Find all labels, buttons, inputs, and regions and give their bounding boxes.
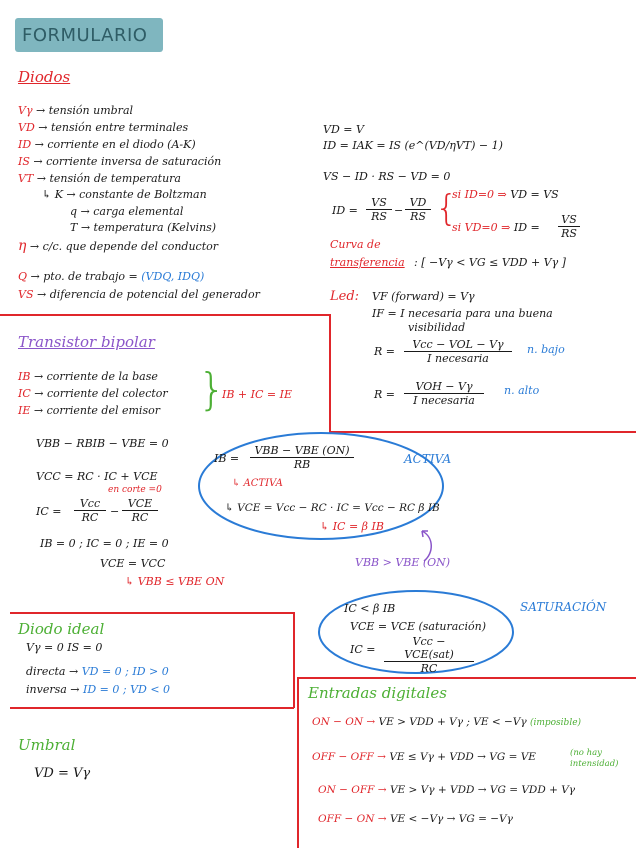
sat-eq-3-frac bbox=[384, 635, 474, 675]
si-case-1 bbox=[452, 188, 559, 201]
frac-den: RC bbox=[420, 662, 438, 675]
activa-ib-frac bbox=[250, 444, 354, 471]
divider bbox=[10, 707, 294, 709]
def-text: → corriente del emisor bbox=[33, 404, 160, 417]
tr-eq-corte: IB = 0 ; IC = 0 ; IE = 0 bbox=[40, 537, 169, 550]
def-symbol: Q bbox=[18, 270, 28, 283]
entradas-note: (imposible) bbox=[529, 718, 582, 728]
diodos-heading: Diodos bbox=[18, 68, 71, 86]
entradas-row bbox=[318, 813, 513, 825]
tr-def-row bbox=[18, 387, 168, 400]
def-text: → tensión umbral bbox=[36, 104, 134, 117]
frac-den: RC bbox=[131, 511, 149, 524]
entradas-note: (no hay intensidad) bbox=[570, 748, 619, 769]
curva-value: : [ −Vγ < VG ≤ VDD + Vγ ] bbox=[414, 256, 566, 269]
frac-num: VS bbox=[558, 213, 580, 227]
frac-num: Vcc − VOL − Vγ bbox=[404, 338, 512, 352]
ideal-inversa-label: inversa → bbox=[26, 683, 80, 696]
entradas-label: OFF − ON → bbox=[318, 813, 387, 825]
frac-num: VD bbox=[405, 196, 431, 210]
frac-num: Vcc bbox=[74, 497, 106, 511]
led-vf: VF (forward) = Vγ bbox=[372, 290, 475, 303]
entradas-label: ON − ON → bbox=[312, 716, 376, 728]
tr-eq-ic-frac2 bbox=[122, 497, 158, 524]
activa-sub: ↳ ACTIVA bbox=[232, 478, 283, 489]
ideal-directa-value: VD = 0 ; ID > 0 bbox=[81, 665, 169, 678]
def-text: → corriente en el diodo (A-K) bbox=[34, 138, 196, 151]
frac-num: VS bbox=[366, 196, 392, 210]
curva-label-1: Curva de bbox=[330, 238, 381, 251]
activa-vce: ↳ VCE = Vcc − RC · IC = Vcc − RC β IB bbox=[225, 502, 440, 514]
r2-label: R = bbox=[374, 388, 395, 401]
divider bbox=[298, 677, 636, 679]
def-symbol: IC bbox=[18, 387, 31, 400]
entradas-eq: VE > VDD + Vγ ; VE < −Vγ bbox=[378, 716, 527, 728]
diode-eq-minus: − bbox=[394, 204, 404, 217]
diode-eq-vd: VD = V bbox=[323, 123, 364, 136]
def-symbol: VS bbox=[18, 288, 34, 301]
frac-num: VCE bbox=[122, 497, 158, 511]
def-row bbox=[18, 138, 196, 151]
activa-ib-label: IB = bbox=[214, 452, 240, 465]
q-value: (VDQ, IDQ) bbox=[141, 270, 205, 283]
ideal-directa bbox=[26, 665, 169, 678]
sat-condition: VBB > VBE (ON) bbox=[355, 556, 451, 569]
entradas-row bbox=[312, 716, 581, 728]
tr-eq-ic-frac1 bbox=[74, 497, 106, 524]
frac-den: RS bbox=[410, 210, 426, 223]
tr-eq-cond-corte: ↳ VBB ≤ VBE ON bbox=[125, 575, 225, 588]
ideal-directa-label: directa → bbox=[26, 665, 79, 678]
frac-num: Vcc − VCE(sat) bbox=[384, 635, 474, 662]
tr-def-row bbox=[18, 370, 158, 383]
corte-note: en corte =0 bbox=[108, 485, 162, 495]
r2-note: n. alto bbox=[504, 384, 540, 397]
def-symbol: IS bbox=[18, 155, 30, 168]
divider bbox=[329, 314, 331, 432]
si-condition: si ID=0 ⇒ bbox=[452, 188, 507, 201]
def-text: → diferencia de potencial del generador bbox=[36, 288, 260, 301]
def-row bbox=[18, 270, 204, 283]
def-symbol: IB bbox=[18, 370, 31, 383]
frac-den: RS bbox=[561, 227, 577, 240]
ideal-line1: Vγ = 0 IS = 0 bbox=[26, 641, 103, 654]
r1-note: n. bajo bbox=[527, 343, 565, 356]
brace: { bbox=[435, 188, 458, 229]
def-row bbox=[18, 288, 260, 301]
def-text: → tensión de temperatura bbox=[36, 172, 181, 185]
entradas-row bbox=[312, 751, 536, 763]
tr-eq-collector: VCC = RC · IC + VCE bbox=[36, 470, 158, 483]
diode-eq-frac2 bbox=[405, 196, 431, 223]
tr-def-row bbox=[18, 404, 160, 417]
def-row bbox=[18, 172, 181, 185]
def-text: → pto. de trabajo = bbox=[30, 270, 138, 283]
si2-frac bbox=[558, 213, 580, 240]
frac-den: I necesaria bbox=[427, 352, 489, 365]
frac-den: RC bbox=[81, 511, 99, 524]
def-text: → tensión entre terminales bbox=[38, 121, 189, 134]
def-text: → corriente del colector bbox=[34, 387, 168, 400]
eta-symbol: η bbox=[18, 238, 27, 254]
umbral-heading: Umbral bbox=[18, 736, 76, 754]
sat-eq-2: VCE = VCE (saturación) bbox=[350, 620, 486, 633]
diode-eq-shockley: ID = IAK = IS (e^(VD/ηVT) − 1) bbox=[323, 139, 503, 152]
led-label: Led: bbox=[330, 289, 360, 304]
def-text: → corriente de la base bbox=[33, 370, 158, 383]
activa-label: ACTIVA bbox=[404, 452, 452, 466]
ideal-inversa bbox=[26, 683, 170, 696]
ideal-inversa-value: ID = 0 ; VD < 0 bbox=[83, 683, 171, 696]
frac-num: VBB − VBE (ON) bbox=[250, 444, 354, 458]
def-row bbox=[18, 238, 218, 254]
frac-den: RS bbox=[371, 210, 387, 223]
def-text: → c/c. que depende del conductor bbox=[29, 240, 219, 253]
r1-label: R = bbox=[374, 345, 395, 358]
brace: } bbox=[198, 364, 226, 415]
saturacion-label: SATURACIÓN bbox=[520, 600, 607, 614]
diode-eq-id-label: ID = bbox=[332, 204, 358, 217]
entradas-label: OFF − OFF → bbox=[312, 751, 386, 763]
def-text: → corriente inversa de saturación bbox=[33, 155, 222, 168]
entradas-label: ON − OFF → bbox=[318, 784, 387, 796]
divider bbox=[297, 677, 299, 848]
sat-eq-1: IC < β IB bbox=[344, 602, 396, 615]
divider bbox=[10, 612, 294, 614]
si-case-2 bbox=[452, 221, 540, 234]
frac-num: VOH − Vγ bbox=[404, 380, 484, 394]
divider bbox=[293, 612, 295, 708]
frac-den: I necesaria bbox=[413, 394, 475, 407]
def-symbol: ID bbox=[18, 138, 32, 151]
transistor-heading: Transistor bipolar bbox=[18, 333, 155, 351]
def-symbol: VD bbox=[18, 121, 35, 134]
diode-eq-frac1 bbox=[366, 196, 392, 223]
si-condition: si VD=0 ⇒ bbox=[452, 221, 511, 234]
entradas-eq: VE < −Vγ → VG = −Vγ bbox=[389, 813, 513, 825]
si-result: ID = bbox=[513, 221, 540, 234]
page-title: FORMULARIO bbox=[22, 25, 148, 46]
led-if-2: visibilidad bbox=[408, 321, 466, 334]
tr-eq-ic-label: IC = bbox=[36, 505, 62, 518]
tr-eq-ic-minus: − bbox=[110, 505, 120, 518]
curva-label-2: transferencia bbox=[330, 256, 405, 269]
entradas-eq: VE ≤ Vγ + VDD → VG = VE bbox=[389, 751, 536, 763]
vt-sub-line: q → carga elemental bbox=[70, 205, 184, 218]
led-if-1: IF = I necesaria para una buena bbox=[372, 307, 553, 320]
entradas-eq: VE > Vγ + VDD → VG = VDD + Vγ bbox=[389, 784, 576, 796]
diodo-ideal-heading: Diodo ideal bbox=[18, 620, 105, 638]
def-symbol: IE bbox=[18, 404, 31, 417]
r2-frac bbox=[404, 380, 484, 407]
frac-den: RB bbox=[293, 458, 311, 471]
entradas-row bbox=[318, 784, 575, 796]
entradas-heading: Entradas digitales bbox=[308, 684, 447, 702]
def-symbol: Vγ bbox=[18, 104, 33, 117]
vt-sub-line: T → temperatura (Kelvins) bbox=[70, 221, 217, 234]
def-symbol: VT bbox=[18, 172, 34, 185]
def-row bbox=[18, 155, 221, 168]
def-row bbox=[18, 121, 188, 134]
current-sum: IB + IC = IE bbox=[222, 388, 292, 401]
r1-frac bbox=[404, 338, 512, 365]
tr-eq-base: VBB − RBIB − VBE = 0 bbox=[36, 437, 169, 450]
sat-eq-3-label: IC = bbox=[350, 643, 376, 656]
si-result: VD = VS bbox=[510, 188, 559, 201]
def-row bbox=[18, 104, 133, 117]
activa-ic: ↳ IC = β IB bbox=[320, 520, 384, 533]
tr-eq-vce: VCE = VCC bbox=[100, 557, 166, 570]
vt-sub-line: ↳ K → constante de Boltzman bbox=[42, 188, 207, 201]
umbral-eq: VD = Vγ bbox=[34, 766, 91, 781]
divider bbox=[0, 314, 330, 316]
diode-eq-kvl: VS − ID · RS − VD = 0 bbox=[323, 170, 451, 183]
